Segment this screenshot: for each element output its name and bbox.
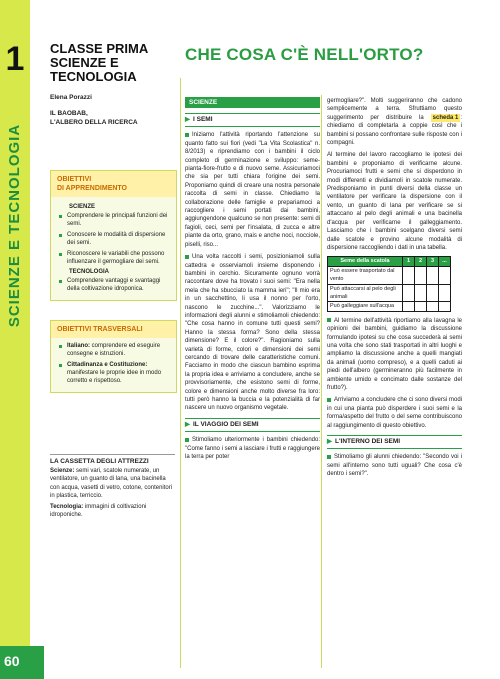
main-title: CHE COSA C'È NELL'ORTO? (185, 45, 424, 64)
objective-item: Comprendere vantaggi e svantaggi della coltivazione idroponica. (57, 277, 172, 293)
area-scienze: SCIENZE (69, 204, 96, 210)
subhead-interno-semi: ▶ L'INTERNO DEI SEMI (327, 435, 462, 449)
transversal-objectives-title: OBIETTIVI TRASVERSALI (51, 321, 176, 338)
dispersal-table (327, 256, 451, 311)
transversal-item: Italiano: comprendere ed eseguire consegne e istruzioni. (57, 342, 172, 358)
column-1 (185, 97, 320, 465)
scheda-badge: scheda 1 (432, 114, 459, 121)
chevron-right-icon: ▶ (185, 420, 190, 428)
table-col-header: 3 (427, 257, 439, 266)
table-row: Può attaccarsi al pelo degli animali (328, 284, 451, 302)
tagline: IL BAOBAB, L'ALBERO DELLA RICERCA (50, 110, 138, 126)
table-row: Può galleggiare sull'acqua (328, 302, 451, 311)
chevron-right-icon: ▶ (185, 116, 190, 123)
tool-box-title: LA CASSETTA DEGLI ATTREZZI (50, 458, 149, 465)
chapter-number: 1 (5, 40, 25, 78)
learning-objectives-title: OBIETTIVI DI APPRENDIMENTO (51, 171, 176, 197)
table-col-header: 1 (403, 257, 415, 266)
chevron-right-icon: ▶ (327, 438, 332, 446)
subject-vertical-label: SCIENZE E TECNOLOGIA (6, 123, 24, 327)
class-title: CLASSE PRIMA (50, 41, 149, 56)
column-divider-mid (321, 95, 322, 668)
tool-box-scienze: Scienze: semi vari, scatole numerate, un ventilatore, un guanto di lana, una bacinella con acqua, vasetti di vetro, cotone, contenitori in plastica, terriccio. (50, 468, 173, 500)
table-col-header: ... (439, 257, 451, 266)
paragraph: germogliare?". Molti suggeriranno che cadono semplicemente a terra. Sfruttiamo questo suggerimento per distribuire la scheda 1 : chiediamo di completarla a coppie così che i bambini si possano confrontare sulle risposte con i compagni. (327, 98, 462, 147)
area-tecnologia: TECNOLOGIA (69, 269, 109, 275)
subhead-i-semi: ▶ I SEMI (185, 113, 320, 127)
learning-objectives-box (50, 170, 177, 301)
tool-box-tecnologia: Tecnologia: immagini di coltivazioni idroponiche. (50, 503, 147, 519)
paragraph: Al termine del lavoro raccogliamo le ipotesi dei bambini e proponiamo di verificarne alcune. Procuriamoci frutti e semi che si disperdono in modi differenti e dividiamoli in scatole numerate. Predisponiamo in punti diversi della classe un ventilatore per verificare la dispersione con il vento, un guanto di lana per verificare se si attaccano al pelo degli animali e una bacinella d'acqua per verificarne il galleggiamento. Lasciamo che i bambini scelgano diversi semi dalle scatole e provino alcune modalità di dispersione raccogliendo i dati in una tabella. (327, 152, 462, 251)
transversal-item: Cittadinanza e Costituzione: manifestare le proprie idee in modo corretto e rispettoso. (57, 361, 172, 385)
transversal-objectives-box (50, 320, 177, 393)
sidebar-strip (0, 0, 30, 679)
paragraph: Stimoliamo gli alunni chiedendo: "Secondo voi i semi all'interno sono tutti uguali? Che cosa c'è dentro i semi?". (327, 454, 462, 478)
objective-item: Conoscere le modalità di dispersione dei semi. (57, 231, 172, 247)
paragraph: Iniziamo l'attività riportando l'attenzione su quanto fatto sui fiori (vedi "La Vita Scolastica" n. 8/2013) e riprendiamo con i bambini il ciclo completo di germinazione e sviluppo: seme-pianta-fiore-frutto e di nuovo seme. Assicuriamoci che sia per tutti chiara l'origine dei semi. Proponiamo quindi di creare una nostra personale raccolta di semi in classe. Chiediamo la collaborazione delle famiglie e prepariamoci a raccogliere i semi portati dai bambini, aggiungendone qualcuno se non presente: semi di fagioli, ceci, semi per l'insalata, di zucca e altre piante da orto, grano, mais e anche noci, nocciole, piselli, riso... (185, 132, 320, 248)
subject-title-1: SCIENZE E (50, 55, 119, 70)
column-divider-left (180, 78, 181, 668)
subject-title-2: TECNOLOGIA (50, 69, 137, 84)
paragraph: Stimoliamo ulteriormente i bambini chiedendo: "Come fanno i semi a lasciare i frutti e raggiungere la terra per poter (185, 437, 320, 461)
header-left (50, 42, 175, 127)
tool-box (50, 454, 175, 521)
paragraph: Una volta raccolti i semi, posizioniamoli sulla cattedra e osserviamoli insieme disponendo i bambini in cerchio. Sicuramente ognuno vorrà raccontare dove ha trovato i suoi semi: "Era nella mela che ha sbucciato la mamma ieri"; "Il mio era in un sacchettino, li usa il nonno per l'orto, nascono le zucchine...". Valorizziamo le informazioni degli alunni e stimoliamoli chiedendo: "Che cosa hanno in comune tutti questi semi? Hanno la stessa forma? Sono della stessa dimensione? E il colore?". Ragioniamo sulla varietà di forme, colori e dimensioni dei semi cercando di trovare delle caratteristiche comuni. Facciamo in modo che ciascun bambino esprima la propria idea e arriviamo a concludere, anche se provvisoriamente, che esistono semi di forme, colore e dimensioni anche molto diverse fra loro: tutti però hanno la buccia e la potenzialità di far nascere un nuovo organismo vegetale. (185, 254, 320, 412)
page-number: 60 (4, 653, 20, 669)
table-row: Può essere trasportato dal vento (328, 266, 451, 284)
author: Elena Porazzi (50, 94, 92, 101)
table-header: Seme della scatola (328, 257, 403, 266)
objective-item: Comprendere le principali funzioni dei semi. (57, 212, 172, 228)
column-2 (327, 97, 462, 483)
objective-item: Riconoscere le variabili che possono influenzare il germogliare dei semi. (57, 250, 172, 266)
subhead-viaggio-semi: ▶ IL VIAGGIO DEI SEMI (185, 418, 320, 432)
table-col-header: 2 (415, 257, 427, 266)
paragraph: Al termine dell'attività riportiamo alla lavagna le opinioni dei bambini, guidiamo la discussione formulando ipotesi su che cosa succederà ai semi una volta che sono stati trasportati in altri luoghi e ampliamo la discussione anche a quelli mangiati da animali (uomo compreso), e a quelli caduti ai piedi dell'albero (germineranno più facilmente in ambiente umido e concimato dalle sostanze del frutto?). (327, 317, 462, 391)
section-banner-scienze: SCIENZE (185, 97, 320, 108)
paragraph: Arriviamo a concludere che ci sono diversi modi in cui una pianta può disperdere i suoi semi e la forma/aspetto del frutto o del seme contribuiscono al raggiungimento di questo obiettivo. (327, 397, 462, 429)
